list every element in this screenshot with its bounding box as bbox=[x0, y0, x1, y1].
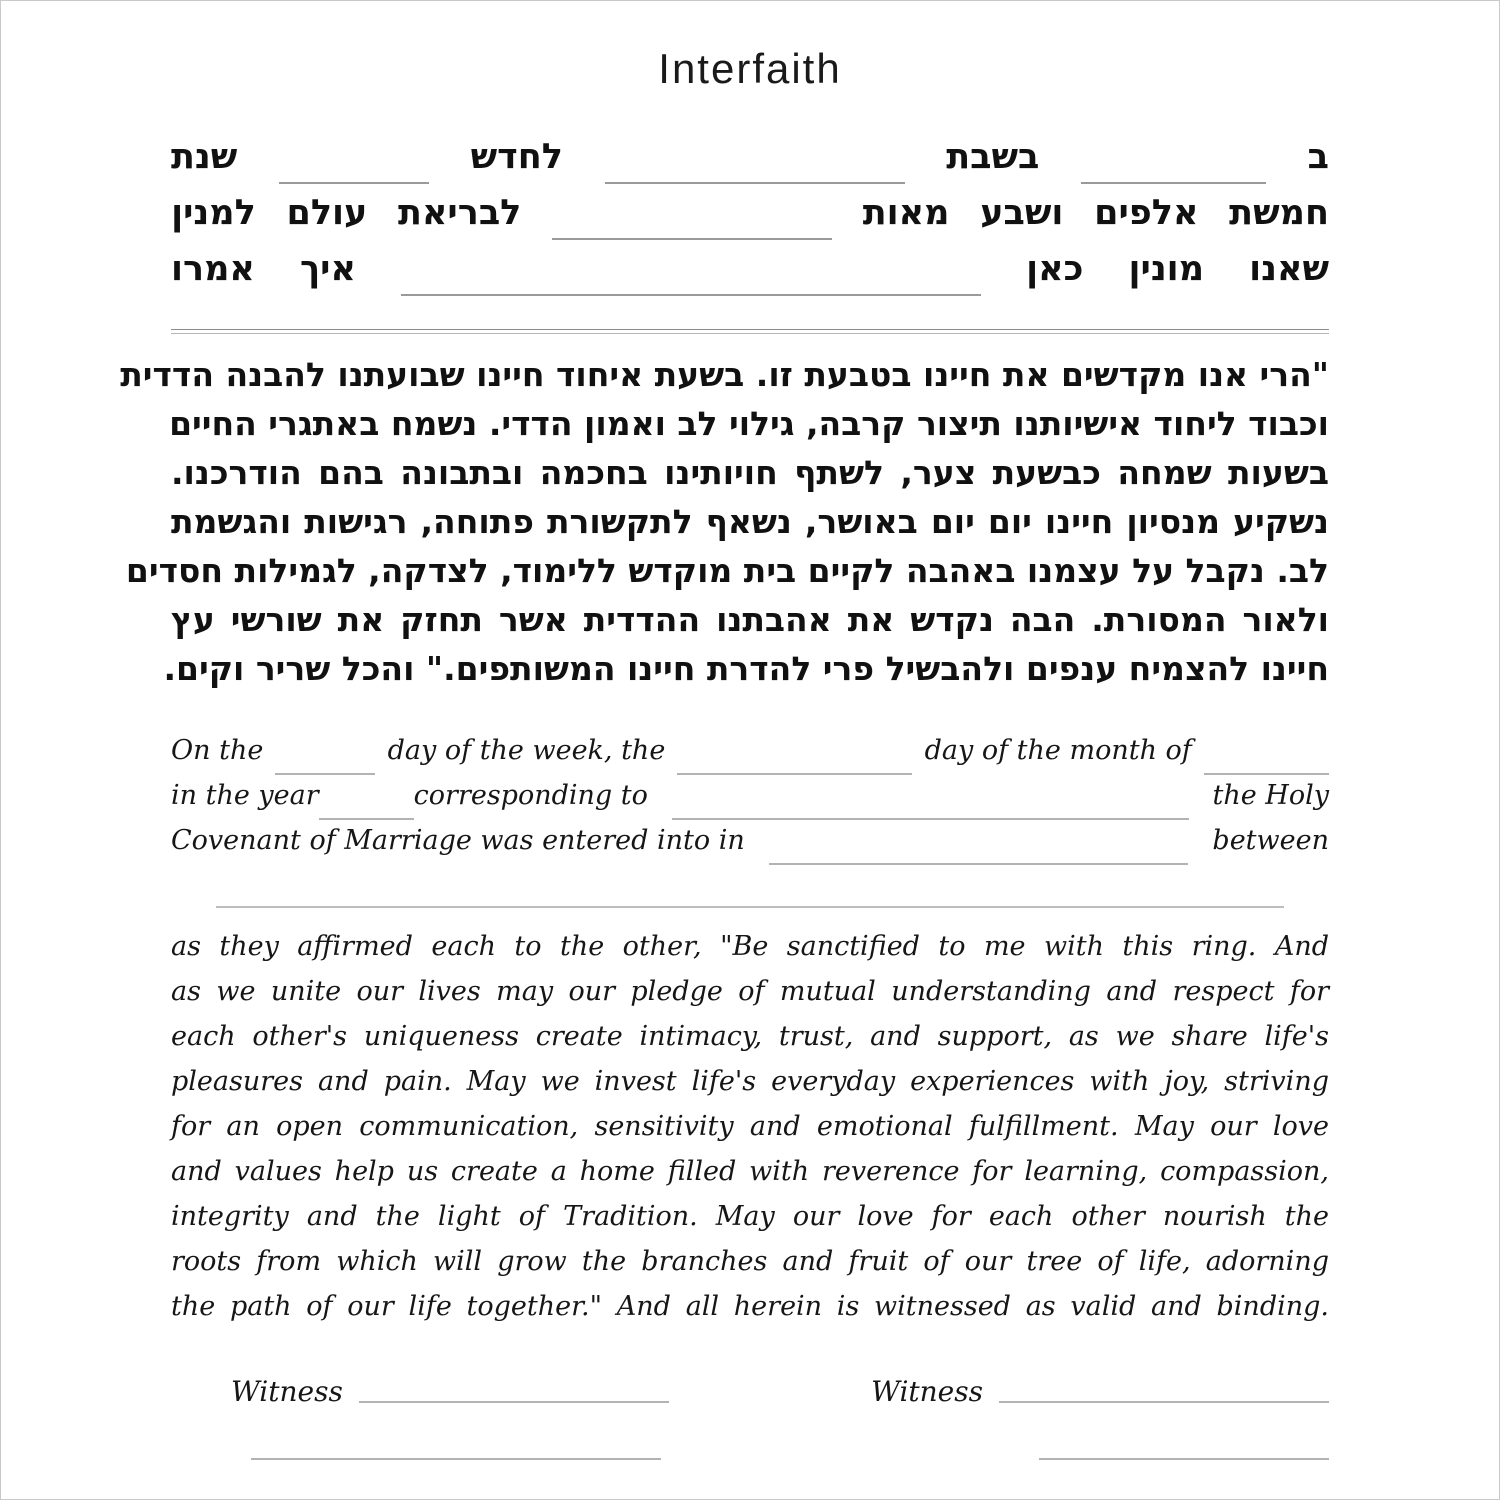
hebrew-word: עולם bbox=[286, 193, 368, 233]
english-blank-place bbox=[769, 853, 1189, 865]
english-paragraph-line: as we unite our lives may our pledge of mutual understanding and respect for bbox=[171, 976, 1329, 1007]
section-divider-line bbox=[171, 329, 1329, 334]
english-blank-weekday bbox=[275, 763, 375, 775]
english-date-section bbox=[171, 735, 1329, 870]
hebrew-word: בשבת bbox=[946, 137, 1040, 177]
hebrew-word: איך bbox=[299, 249, 356, 289]
hebrew-blank-month bbox=[279, 170, 429, 184]
hebrew-word: שנת bbox=[171, 137, 238, 177]
english-phrase: day of the week, the bbox=[387, 735, 666, 766]
hebrew-blank-day bbox=[1081, 170, 1266, 184]
english-paragraph-line: and values help us create a home filled with reverence for learning, compassion, bbox=[171, 1156, 1329, 1187]
hebrew-word: למנין bbox=[171, 193, 256, 233]
hebrew-blank-year bbox=[552, 226, 832, 240]
hebrew-word: אמרו bbox=[171, 249, 255, 289]
english-date-row-1 bbox=[171, 735, 1329, 780]
english-phrase: day of the month of bbox=[924, 735, 1192, 766]
hebrew-word: לבריאת bbox=[398, 193, 522, 233]
english-phrase: corresponding to bbox=[413, 780, 648, 811]
page-title: Interfaith bbox=[658, 45, 842, 92]
english-phrase: the Holy bbox=[1212, 780, 1329, 811]
witness-left-signature-line bbox=[359, 1391, 669, 1403]
hebrew-word: מאות bbox=[862, 193, 950, 233]
left-signature-line bbox=[251, 1448, 661, 1460]
hebrew-paragraph-line: לב. נקבל על עצמנו באהבה לקיים בית מוקדש ללימוד, לצדקה, לגמילות חסדים bbox=[125, 551, 1329, 590]
english-paragraph-line: integrity and the light of Tradition. May our love for each other nourish the bbox=[171, 1201, 1329, 1232]
hebrew-paragraph-line: וכבוד ליחוד אישיותנו תיצור קרבה, גילוי לב ואמון הדדי. נשמח באתגרי החיים bbox=[169, 404, 1329, 443]
english-blank-hebrew-date bbox=[672, 808, 1189, 820]
couple-names-blank-line bbox=[216, 896, 1284, 908]
hebrew-word: מונין bbox=[1128, 249, 1205, 289]
english-blank-month bbox=[1204, 763, 1329, 775]
hebrew-date-row-2 bbox=[171, 193, 1329, 249]
english-blank-year bbox=[319, 808, 414, 820]
english-date-row-2 bbox=[171, 780, 1329, 825]
english-paragraph-line: roots from which will grow the branches and fruit of our tree of life, adorning bbox=[171, 1246, 1329, 1277]
english-paragraph-line: each other's uniqueness create intimacy, trust, and support, as we share life's bbox=[171, 1021, 1329, 1052]
english-vows-paragraph bbox=[171, 924, 1329, 1329]
hebrew-word: ב bbox=[1307, 137, 1329, 177]
hebrew-paragraph-line: בשעות שמחה כבשעת צער, לשתף חויותינו בחכמה ובתבונה בהם הודרכנו. bbox=[171, 453, 1329, 492]
hebrew-blank-date bbox=[605, 170, 905, 184]
witness-right-label: Witness bbox=[871, 1375, 983, 1408]
witness-row bbox=[171, 1375, 1329, 1408]
english-phrase: Covenant of Marriage was entered into in bbox=[171, 825, 745, 856]
secondary-signature-row bbox=[171, 1448, 1329, 1465]
hebrew-paragraph-line: ולאור המסורת. הבה נקדש את אהבתנו ההדדית אשר תחזק את שורשי עץ bbox=[171, 600, 1329, 639]
hebrew-vows-paragraph bbox=[120, 350, 1329, 693]
english-blank-monthday bbox=[677, 763, 912, 775]
hebrew-paragraph-line: נשקיע מנסיון חיינו יום יום באושר, נשאף לתקשורת פתוחה, רגישות והגשמת bbox=[171, 502, 1329, 541]
english-phrase: between bbox=[1212, 825, 1329, 856]
hebrew-paragraph-line: "הרי אנו מקדשים את חיינו בטבעת זו. בשעת איחוד חיינו שבועתנו להבנה הדדית bbox=[120, 355, 1329, 394]
english-paragraph-line: the path of our life together." And all herein is witnessed as valid and binding. bbox=[171, 1291, 1329, 1322]
hebrew-word: כאן bbox=[1026, 249, 1084, 289]
english-paragraph-line: for an open communication, sensitivity and emotional fulfillment. May our love bbox=[171, 1111, 1329, 1142]
right-signature-line bbox=[1039, 1448, 1329, 1460]
hebrew-blank-place bbox=[401, 282, 981, 296]
witness-right-signature-line bbox=[999, 1391, 1329, 1403]
witness-right bbox=[871, 1375, 1329, 1408]
hebrew-word: לחדש bbox=[470, 137, 563, 177]
english-paragraph-line: pleasures and pain. May we invest life's everyday experiences with joy, striving bbox=[171, 1066, 1329, 1097]
hebrew-word: אלפים bbox=[1094, 193, 1199, 233]
witness-left bbox=[231, 1375, 669, 1408]
witness-left-label: Witness bbox=[231, 1375, 343, 1408]
hebrew-word: שאנו bbox=[1249, 249, 1329, 289]
english-phrase: in the year bbox=[171, 780, 319, 811]
hebrew-word: ושבע bbox=[980, 193, 1064, 233]
hebrew-date-row-3 bbox=[171, 249, 1329, 305]
english-phrase: On the bbox=[171, 735, 264, 766]
hebrew-date-section bbox=[171, 137, 1329, 305]
hebrew-date-row-1 bbox=[171, 137, 1329, 193]
hebrew-word: חמשת bbox=[1229, 193, 1329, 233]
english-paragraph-line: as they affirmed each to the other, "Be sanctified to me with this ring. And bbox=[171, 931, 1329, 962]
hebrew-paragraph-line: חיינו להצמיח ענפים ולהבשיל פרי להדרת חיינו המשותפים." והכל שריר וקים. bbox=[163, 649, 1329, 688]
english-date-row-3 bbox=[171, 825, 1329, 870]
